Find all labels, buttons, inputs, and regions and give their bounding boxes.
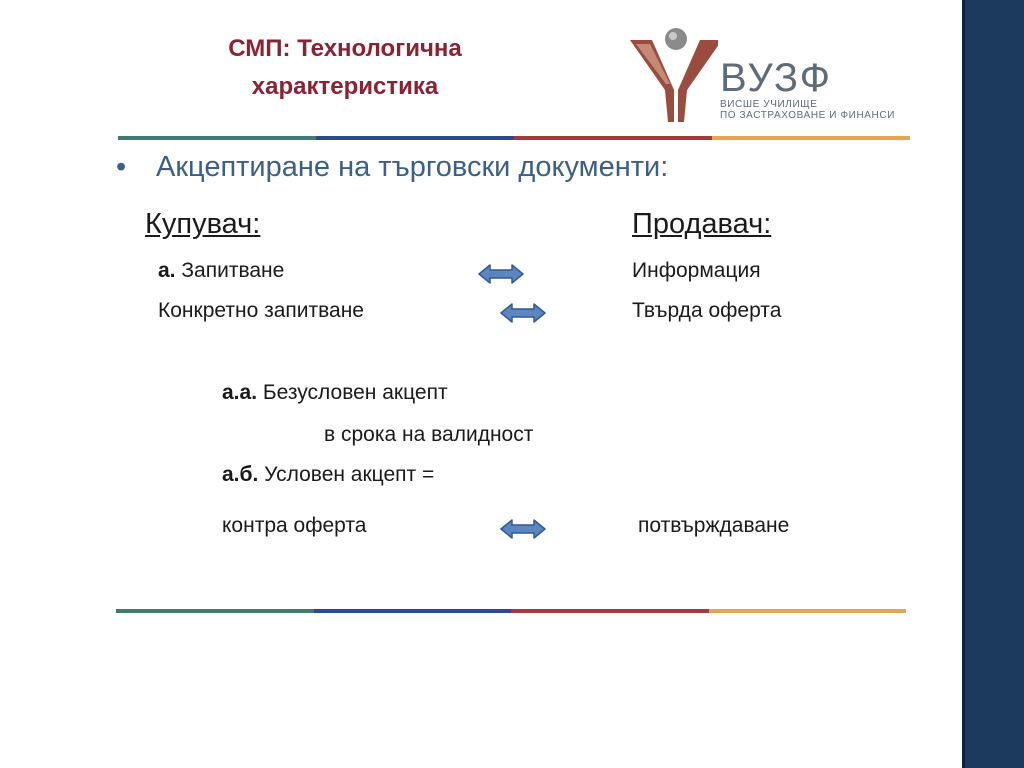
row-inquiry-right: Информация	[632, 259, 761, 282]
row-concrete-left: Конкретно запитване	[158, 299, 364, 322]
bullet-item	[116, 151, 668, 184]
aa-label: а.а.	[222, 381, 258, 404]
row-inquiry-left	[158, 259, 284, 283]
logo-subtitle	[720, 99, 915, 121]
title-line-2: характеристика	[251, 73, 439, 100]
row-concrete-right: Твърда оферта	[632, 299, 782, 322]
double-arrow-icon	[500, 302, 546, 324]
bullet-text: Акцептиране на търговски документи:	[156, 151, 669, 183]
slide-title	[180, 30, 510, 106]
logo-subtitle-line-1: ВИСШЕ УЧИЛИЩЕ	[720, 99, 818, 110]
top-divider	[118, 136, 910, 140]
ab-label: а.б.	[222, 463, 259, 486]
vuzf-logo-icon	[628, 26, 718, 126]
logo-wordmark: ВУЗФ	[720, 56, 833, 100]
validity-period: в срока на валидност	[324, 423, 534, 446]
buyer-heading: Купувач:	[145, 208, 261, 240]
double-arrow-icon	[478, 263, 524, 285]
title-line-1: СМП: Технологична	[228, 35, 462, 62]
double-arrow-icon	[500, 518, 546, 540]
aa-text: Безусловен акцепт	[262, 381, 448, 404]
bullet-dot: •	[116, 151, 127, 183]
row-label: а.	[158, 259, 176, 282]
logo-subtitle-line-2: ПО ЗАСТРАХОВАНЕ И ФИНАНСИ	[720, 110, 895, 121]
vuzf-logo	[628, 26, 913, 126]
conditional-acceptance	[222, 463, 434, 487]
confirmation: потвърждаване	[638, 514, 790, 537]
counter-offer: контра оферта	[222, 514, 367, 537]
right-sidebar-bar	[962, 0, 1024, 768]
ab-text: Условен акцепт =	[264, 463, 435, 486]
unconditional-acceptance	[222, 381, 448, 405]
seller-heading: Продавач:	[632, 208, 772, 240]
bottom-divider	[116, 609, 906, 613]
row-left-text: Запитване	[181, 259, 285, 282]
